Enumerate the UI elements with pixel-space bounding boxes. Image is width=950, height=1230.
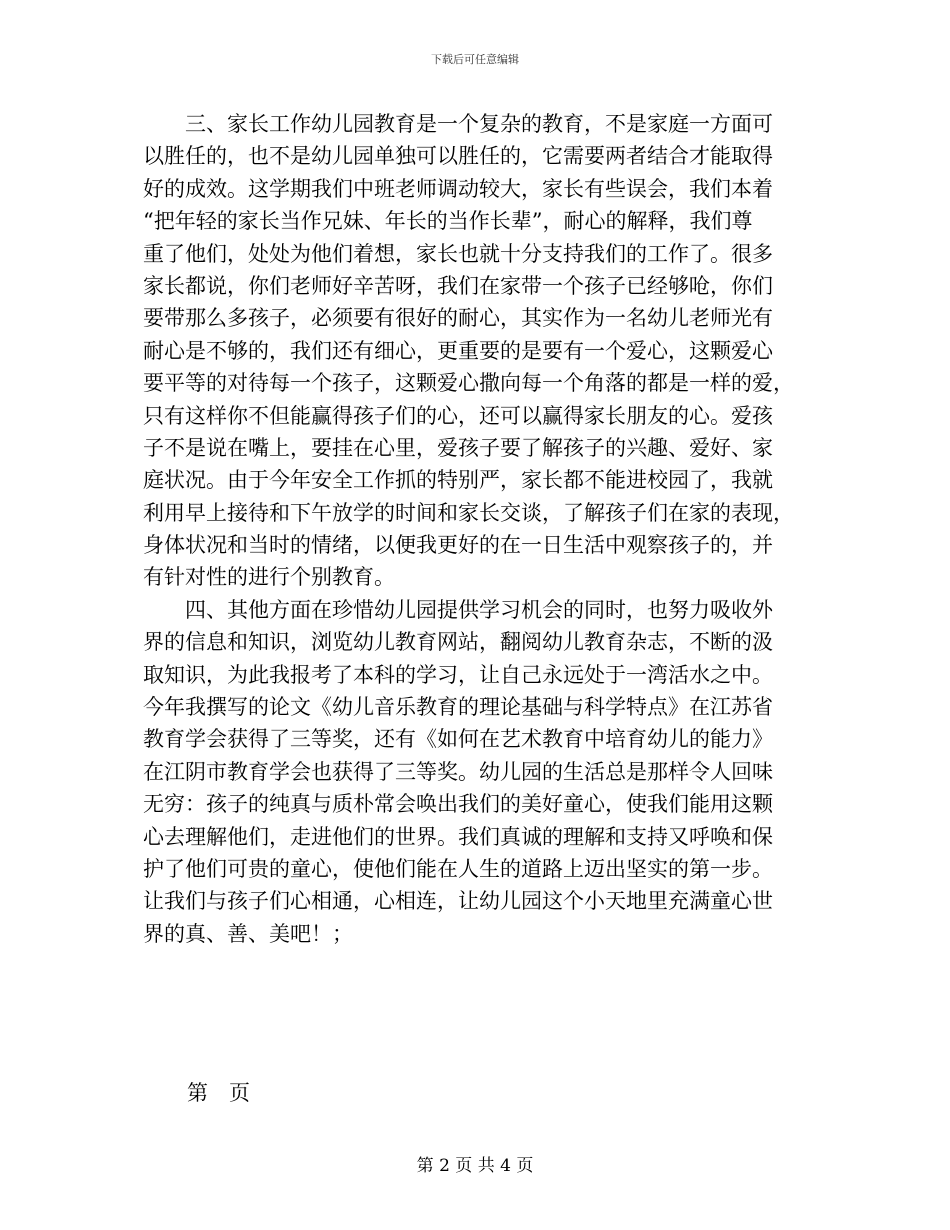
text-line: 界的信息和知识，浏览幼儿教育网站，翻阅幼儿教育杂志，不断的汲 (143, 630, 773, 655)
text-line: 要平等的对待每一个孩子，这颗爱心撒向每一个角落的都是一样的爱， (143, 371, 794, 396)
text-line: 四、其他方面在珍惜幼儿园提供学习机会的同时，也努力吸收外 (185, 597, 773, 622)
text-line: “把年轻的家长当作兄妹、年长的当作长辈”，耐心的解释，我们尊 (143, 209, 753, 234)
text-line: 心去理解他们，走进他们的世界。我们真诚的理解和支持又呼唤和保 (143, 824, 773, 849)
text-line: 护了他们可贵的童心，使他们能在人生的道路上迈出坚实的第一步。 (143, 856, 773, 881)
text-line: 以胜任的，也不是幼儿园单独可以胜任的，它需要两者结合才能取得 (143, 144, 773, 169)
text-line: 让我们与孩子们心相通，心相连，让幼儿园这个小天地里充满童心世 (143, 889, 773, 914)
text-line: 要带那么多孩子，必须要有很好的耐心，其实作为一名幼儿老师光有 (143, 306, 773, 331)
page-label: 第 页 (187, 1081, 250, 1105)
text-line: 无穷：孩子的纯真与质朴常会唤出我们的美好童心，使我们能用这颗 (143, 792, 773, 817)
text-line: 今年我撰写的论文《幼儿音乐教育的理论基础与科学特点》在江苏省 (143, 695, 773, 720)
text-line: 在江阴市教育学会也获得了三等奖。幼儿园的生活总是那样令人回味 (143, 759, 773, 784)
paragraph-other-aspects (143, 594, 808, 950)
text-line: 只有这样你不但能赢得孩子们的心，还可以赢得家长朋友的心。爱孩 (143, 403, 773, 428)
text-line: 取知识，为此我报考了本科的学习，让自己永远处于一湾活水之中。 (143, 662, 773, 687)
page-footer: 第 2 页 共 4 页 (416, 1156, 534, 1176)
text-line: 有针对性的进行个别教育。 (143, 565, 395, 590)
text-line: 教育学会获得了三等奖，还有《如何在艺术教育中培育幼儿的能力》 (143, 727, 773, 752)
text-line: 好的成效。这学期我们中班老师调动较大，家长有些误会，我们本着 (143, 176, 773, 201)
text-line: 家长都说，你们老师好辛苦呀，我们在家带一个孩子已经够呛，你们 (143, 273, 773, 298)
text-line: 三、家长工作幼儿园教育是一个复杂的教育，不是家庭一方面可 (185, 112, 773, 136)
text-line: 庭状况。由于今年安全工作抓的特别严，家长都不能进校园了，我就 (143, 468, 773, 493)
text-line: 利用早上接待和下午放学的时间和家长交谈，了解孩子们在家的表现， (143, 500, 794, 525)
paragraph-parent-work (143, 108, 808, 594)
text-line: 耐心是不够的，我们还有细心，更重要的是要有一个爱心，这颗爱心 (143, 338, 773, 363)
text-line: 子不是说在嘴上，要挂在心里，爱孩子要了解孩子的兴趣、爱好、家 (143, 435, 773, 460)
text-line: 身体状况和当时的情绪，以便我更好的在一日生活中观察孩子的，并 (143, 533, 773, 558)
page-header: 下载后可任意编辑 (431, 53, 519, 66)
text-line: 重了他们，处处为他们着想，家长也就十分支持我们的工作了。很多 (143, 241, 773, 266)
text-line: 界的真、善、美吧！； (143, 921, 353, 946)
document-body (143, 108, 808, 950)
